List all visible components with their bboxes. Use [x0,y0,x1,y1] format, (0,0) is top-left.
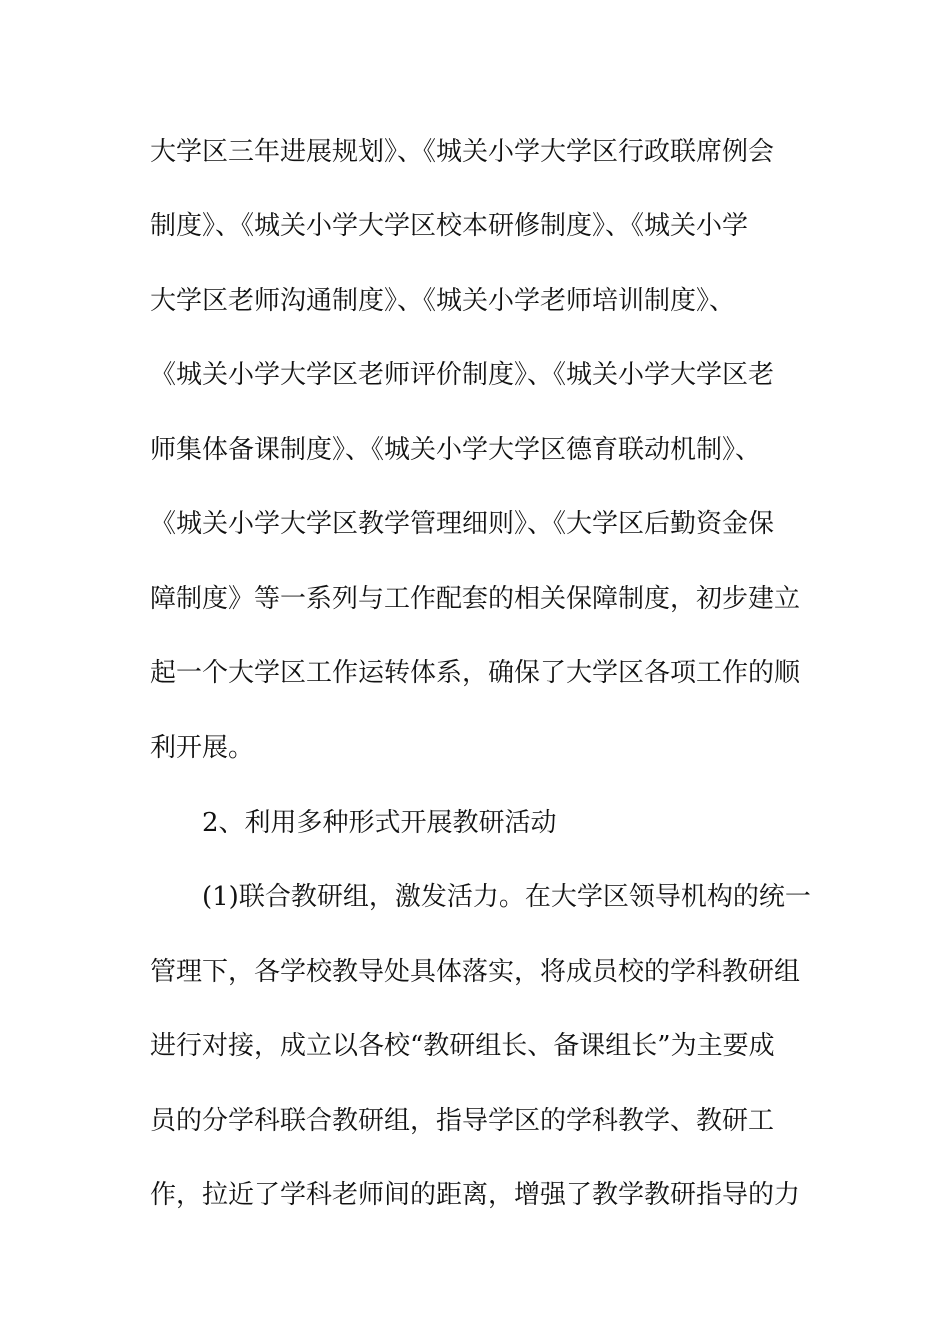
text-line: 制度》、《城关小学大学区校本研修制度》、《城关小学 [150,211,749,241]
text-line: 作，拉近了学科老师间的距离，增强了教学教研指导的力 [150,1180,801,1210]
text-line: 《城关小学大学区老师评价制度》、《城关小学大学区老 [150,360,775,390]
text-line: 进行对接，成立以各校“教研组长、备课组长”为主要成 [150,1031,775,1061]
text-line: 利开展。 [150,733,255,763]
paragraph-start-line: (1)联合教研组，激发活力。在大学区领导机构的统一 [202,882,811,912]
text-line: 大学区老师沟通制度》、《城关小学老师培训制度》、 [150,286,736,316]
text-line: 障制度》等一系列与工作配套的相关保障制度，初步建立 [150,584,801,614]
text-line: 师集体备课制度》、《城关小学大学区德育联动机制》、 [150,435,762,465]
text-line: 管理下，各学校教导处具体落实，将成员校的学科教研组 [150,957,801,987]
text-line: 起一个大学区工作运转体系，确保了大学区各项工作的顺 [150,658,801,688]
text-line: 员的分学科联合教研组，指导学区的学科教学、教研工 [150,1106,775,1136]
section-heading: 2、利用多种形式开展教研活动 [202,808,557,838]
text-line: 大学区三年进展规划》、《城关小学大学区行政联席例会 [150,137,775,167]
text-line: 《城关小学大学区教学管理细则》、《大学区后勤资金保 [150,509,775,539]
